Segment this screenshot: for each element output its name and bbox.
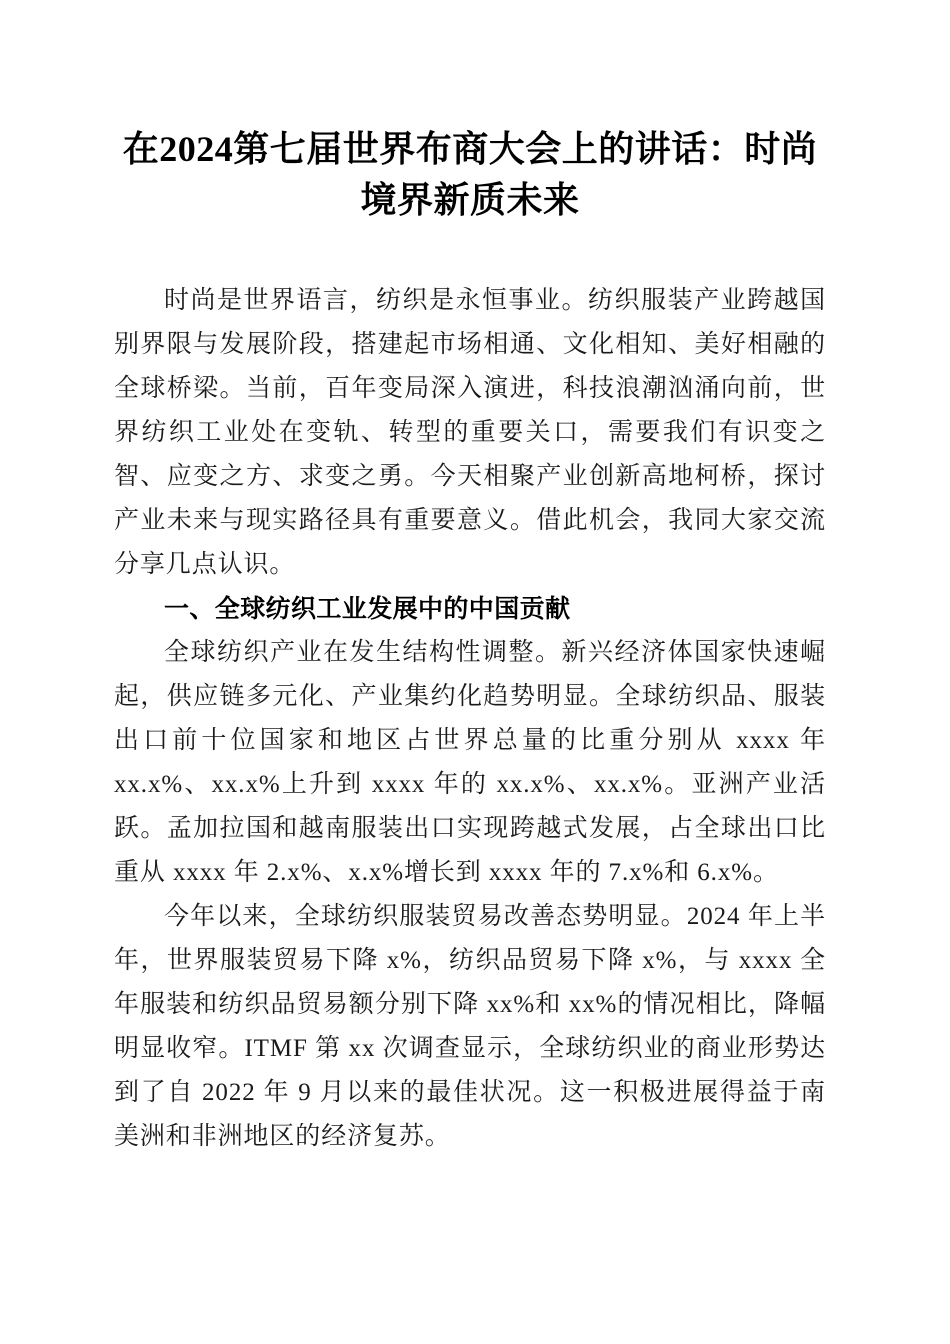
paragraph-global-restructuring: 全球纺织产业在发生结构性调整。新兴经济体国家快速崛起，供应链多元化、产业集约化趋势明显。全球纺织品、服装出口前十位国家和地区占世界总量的比重分别从 xxxx 年 xx.x%、xx.x%上升到 xxxx 年的 xx.x%、xx.x%。亚洲产业活跃。孟加拉国和越南服装出口实现跨越式发展，占全球出口比重从 xxxx 年 2.x%、x.x%增长到 xxxx 年的 7.x%和 6.x%。	[114, 639, 826, 886]
heading-section-one: 一、全球纺织工业发展中的中国贡献	[164, 595, 571, 623]
document-title-line-1: 在2024第七届世界布商大会上的讲话：时尚	[122, 129, 818, 169]
paragraph-opening: 时尚是世界语言，纺织是永恒事业。纺织服装产业跨越国别界限与发展阶段，搭建起市场相通、文化相知、美好相融的全球桥梁。当前，百年变局深入演进，科技浪潮汹涌向前，世界纺织工业处在变轨、转型的重要关口，需要我们有识变之智、应变之方、求变之勇。今天相聚产业创新高地柯桥，探讨产业未来与现实路径具有重要意义。借此机会，我同大家交流分享几点认识。	[114, 287, 826, 578]
document-content-area	[114, 0, 826, 1159]
paragraph-trade-recovery: 今年以来，全球纺织服装贸易改善态势明显。2024 年上半年，世界服装贸易下降 x%，纺织品贸易下降 x%，与 xxxx 全年服装和纺织品贸易额分别下降 xx%和 xx%的情况相比，降幅明显收窄。ITMF 第 xx 次调查显示，全球纺织业的商业形势达到了自 2022 年 9 月以来的最佳状况。这一积极进展得益于南美洲和非洲地区的经济复苏。	[114, 903, 826, 1150]
document-title	[114, 0, 826, 226]
document-title-line-2: 境界新质未来	[360, 180, 580, 220]
